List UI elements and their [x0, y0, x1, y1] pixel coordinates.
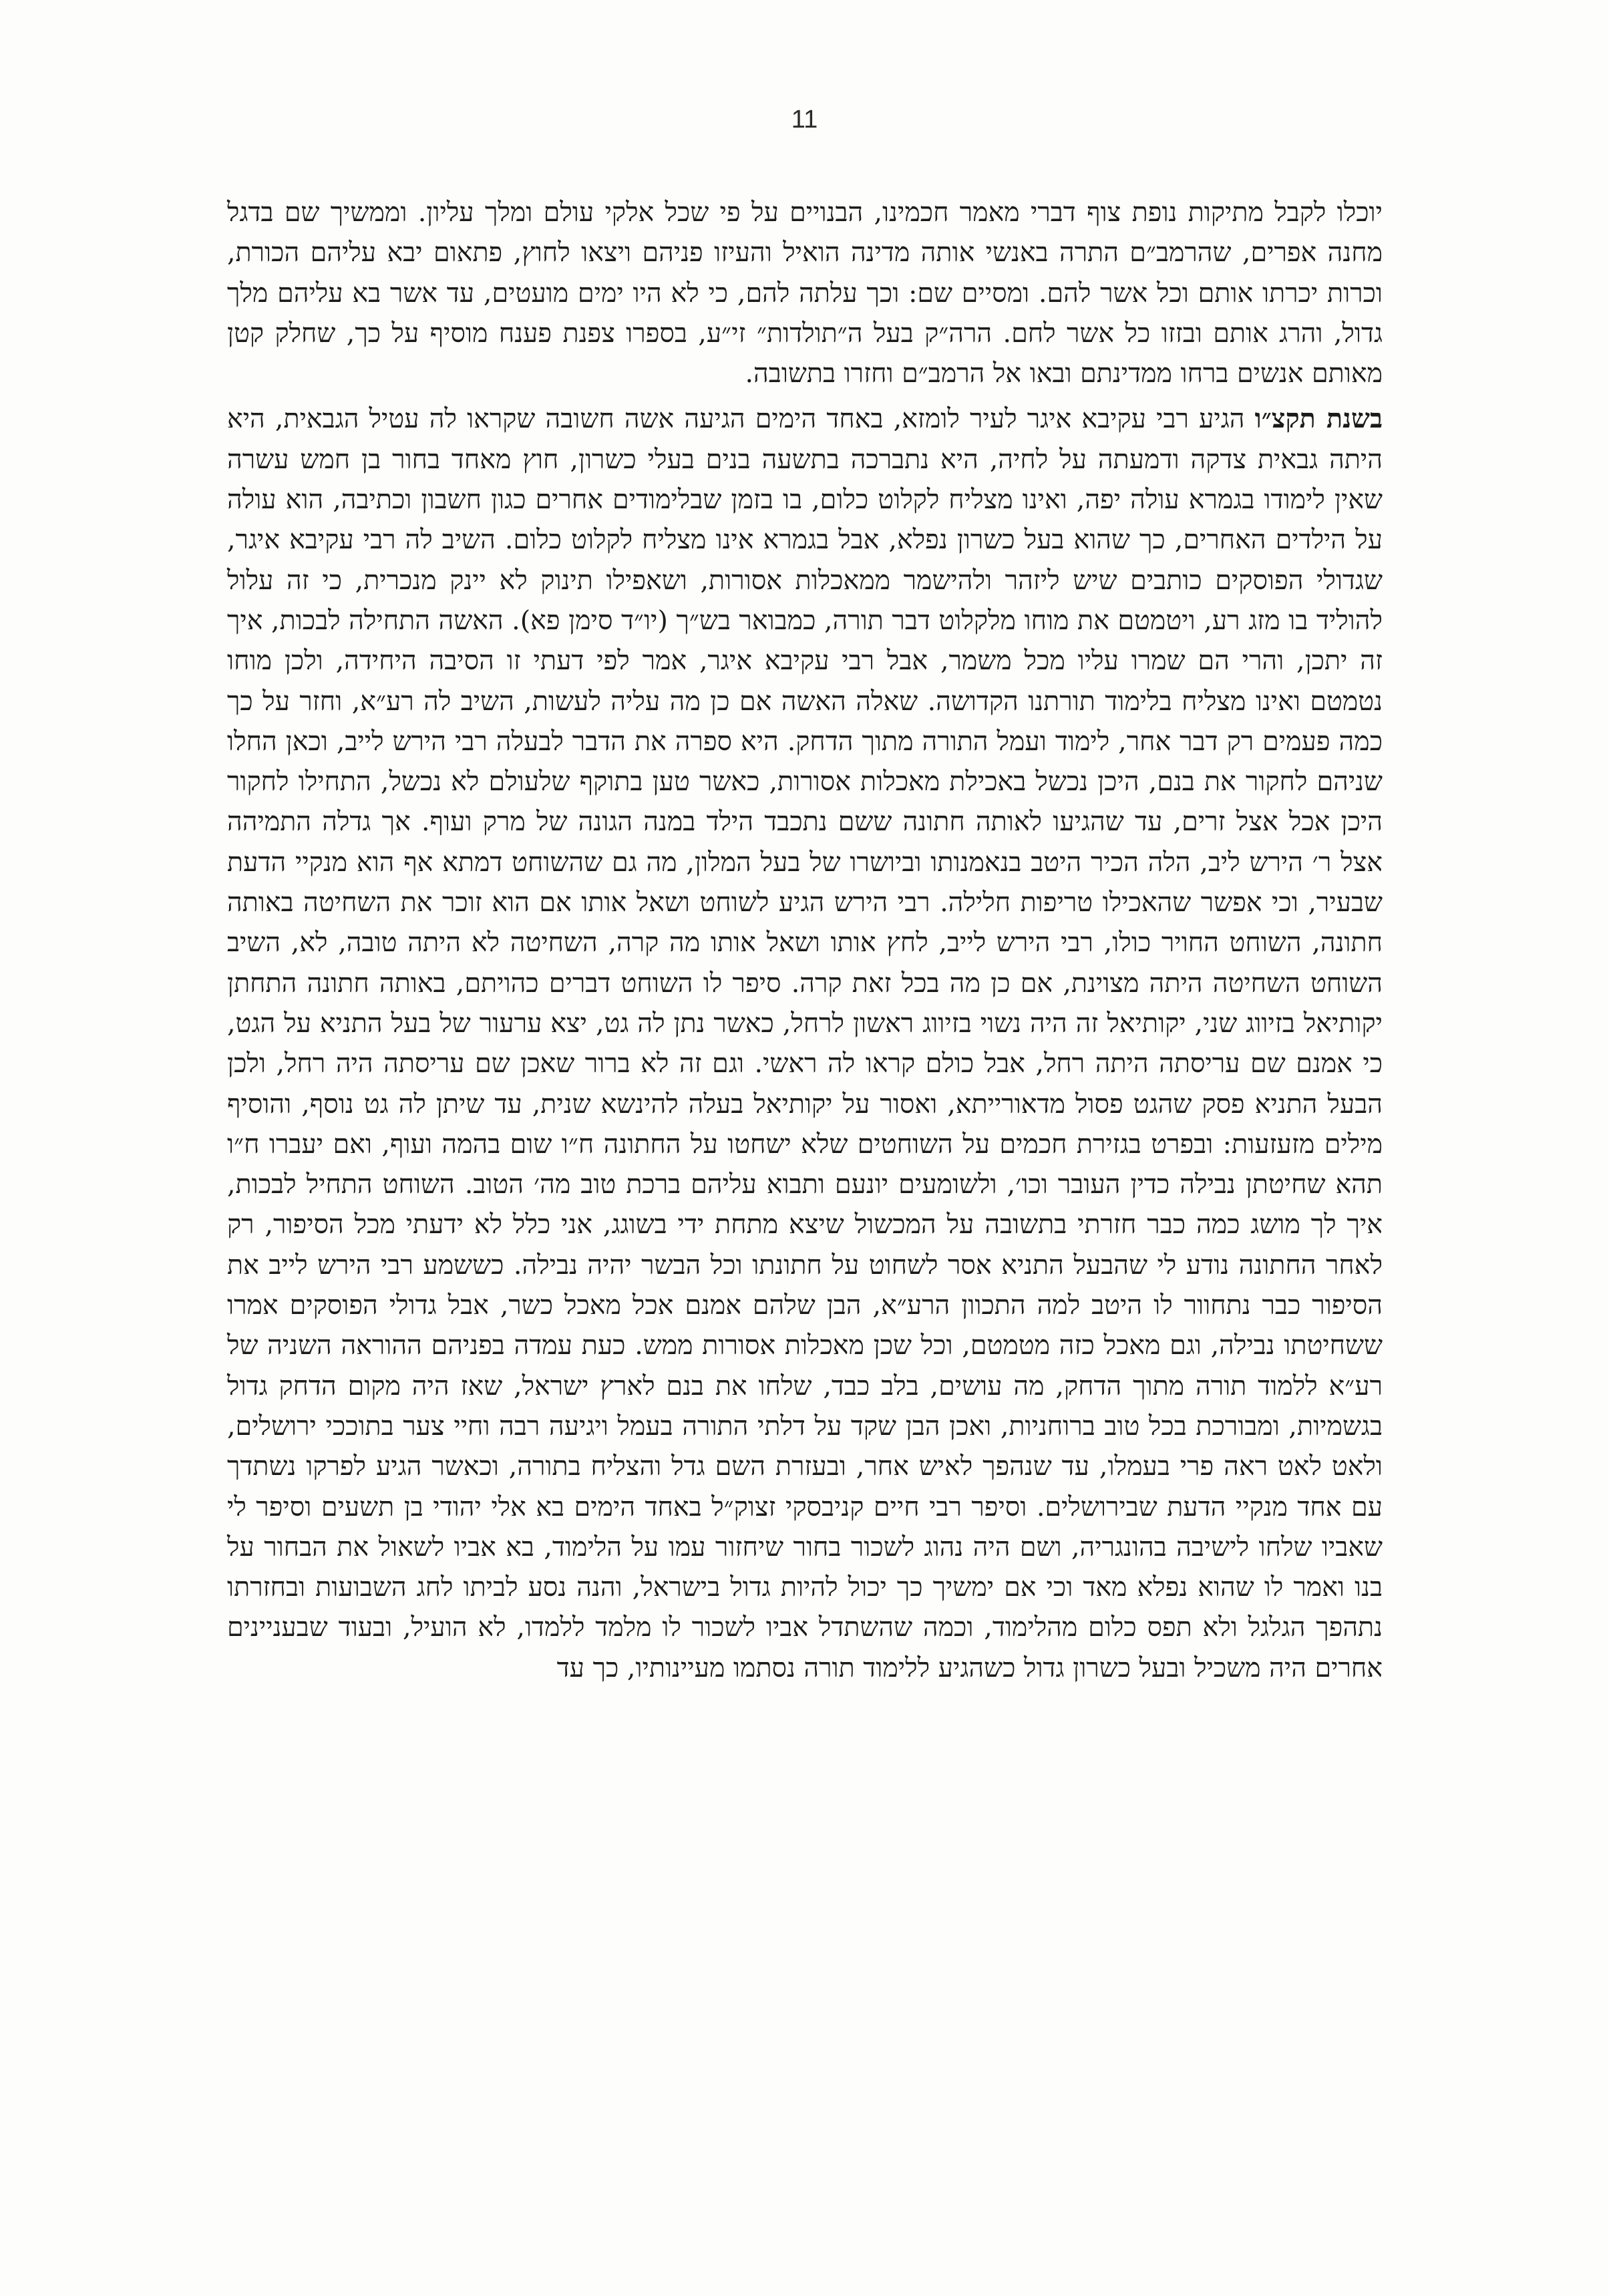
page-number: 11 [791, 106, 818, 134]
paragraph-lead: בשנת תקצ״ו [1254, 403, 1383, 435]
paragraph-text: הגיע רבי עקיבא איגר לעיר לומזא, באחד הימים הגיעה אשה חשובה שקראו לה עטיל הגבאית, היא היתה גבאית צדקה ודמעתה על לחיה, היא נתברכה בתשעה בנים בעלי כשרון, חוץ מאחד בחור בן חמש עשרה שאין לימודו בגמרא עולה יפה, ואינו מצליח לקלוט כלום, בו בזמן שבלימודים אחרים כגון חשבון וכתיבה, הוא עולה על הילדים האחרים, כך שהוא בעל כשרון נפלא, אבל בגמרא אינו מצליח לקלוט כלום. השיב לה רבי עקיבא איגר, שגדולי הפוסקים כותבים שיש ליזהר ולהישמר ממאכלות אסורות, ושאפילו תינוק לא יינק מנכרית, כי זה עלול להוליד בו מזג רע, ויטמטם את מוחו מלקלוט דבר תורה, כמבואר בש״ך (יו״ד סימן פא). האשה התחילה לבכות, איך זה יתכן, והרי הם שמרו עליו מכל משמר, אבל רבי עקיבא איגר, אמר לפי דעתי זו הסיבה היחידה, ולכן מוחו נטמטם ואינו מצליח בלימוד תורתנו הקדושה. שאלה האשה אם כן מה עליה לעשות, השיב לה רע״א, וחזר על כך כמה פעמים רק דבר אחר, לימוד ועמל התורה מתוך הדחק. היא ספרה את הדבר לבעלה רבי הירש לייב, וכאן החלו שניהם לחקור את בנם, היכן נכשל באכילת מאכלות אסורות, כאשר טען בתוקף שלעולם לא נכשל, התחילו לחקור היכן אכל אצל זרים, עד שהגיעו לאותה חתונה ששם נתכבד הילד במנה הגונה של מרק ועוף. אך גדלה התמיהה אצל ר׳ הירש ליב, הלה הכיר היטב בנאמנותו וביושרו של בעל המלון, מה גם שהשוחט דמתא אף הוא מנקיי הדעת שבעיר, וכי אפשר שהאכילו טריפות חלילה. רבי הירש הגיע לשוחט ושאל אותו אם הוא זוכר את השחיטה באותה חתונה, השוחט החויר כולו, רבי הירש לייב, לחץ אותו ושאל אותו מה קרה, השחיטה לא היתה טובה, לא, השיב השוחט השחיטה היתה מצוינת, אם כן מה בכל זאת קרה. סיפר לו השוחט דברים כהויתם, באותה חתונה התחתן יקותיאל בזיווג שני, יקותיאל זה היה נשוי בזיווג ראשון לרחל, כאשר נתן לה גט, יצא ערעור של בעל התניא על הגט, כי אמנם שם עריסתה היתה רחל, אבל כולם קראו לה ראשי. וגם זה לא ברור שאכן שם עריסתה היה רחל, ולכן הבעל התניא פסק שהגט פסול מדאורייתא, ואסור על יקותיאל בעלה להינשא שנית, עד שיתן לה גט נוסף, והוסיף מילים מזעזעות: ובפרט בגזירת חכמים על השוחטים שלא ישחטו על החתונה ח״ו שום בהמה ועוף, ואם יעברו ח״ו תהא שחיטתן נבילה כדין העובר וכו׳, ולשומעים יונעם ותבוא עליהם ברכת טוב מה׳ הטוב. השוחט התחיל לבכות, איך לך מושג כמה כבר חזרתי בתשובה על המכשול שיצא מתחת ידי בשוגג, אני כלל לא ידעתי מכל הסיפור, רק לאחר החתונה נודע לי שהבעל התניא אסר לשחוט על חתונתו וכל הבשר יהיה נבילה. כששמע רבי הירש לייב את הסיפור כבר נתחוור לו היטב למה התכוון הרע״א, הבן שלהם אמנם אכל מאכל כשר, אבל גדולי הפוסקים אמרו ששחיטתו נבילה, וגם מאכל כזה מטמטם, וכל שכן מאכלות אסורות ממש. כעת עמדה בפניהם ההוראה השניה של רע״א ללמוד תורה מתוך הדחק, מה עושים, בלב כבד, שלחו את בנם לארץ ישראל, שאז היה מקום הדחק גדול בגשמיות, ומבורכת בכל טוב ברוחניות, ואכן הבן שקד על דלתי התורה בעמל ויגיעה רבה וחיי צער בתוככי ירושלים, ולאט לאט ראה פרי בעמלו, עד שנהפך לאיש אחר, ובעזרת השם גדל והצליח בתורה, וכאשר הגיע לפרקו נשתדך עם אחד מנקיי הדעת שבירושלים. וסיפר רבי חיים קניבסקי זצוק״ל באחד הימים בא אלי יהודי בן תשעים וסיפר לי שאביו שלחו לישיבה בהונגריה, ושם היה נהוג לשכור בחור שיחזור עמו על הלימוד, בא אביו לשאול את הבחור על בנו ואמר לו שהוא נפלא מאד וכי אם ימשיך כך יכול להיות גדול בישראל, והנה נסע לביתו לחג השבועות ובחזרתו נתהפך הגלגל ולא תפס כלום מהלימוד, וכמה שהשתדל אביו לשכור לו מלמד ללמדו, לא הועיל, ובעוד שבעניינים אחרים היה משכיל ובעל כשרון גדול כשהגיע ללימוד תורה נסתמו מעיינותיו, כך עד [227, 403, 1383, 1683]
body-text [227, 192, 1383, 1688]
paragraph-text: יוכלו לקבל מתיקות נופת צוף דברי מאמר חכמינו, הבנויים על פי שכל אלקי עולם ומלך עליון. וממשיך שם בדגל מחנה אפרים, שהרמב״ם התרה באנשי אותה מדינה הואיל והעיזו פניהם ויצאו לחוץ, פתאום יבא עליהם הכורת, וכרות יכרתו אותם וכל אשר להם. ומסיים שם: וכך עלתה להם, כי לא היו ימים מועטים, עד אשר בא עליהם מלך גדול, והרג אותם ובזזו כל אשר לחם. הרה״ק בעל ה״תולדות״ זי״ע, בספרו צפנת פענח מוסיף על כך, שחלק קטן מאותם אנשים ברחו ממדינתם ובאו אל הרמב״ם וחזרו בתשובה. [227, 197, 1383, 389]
paragraph-2 [227, 399, 1383, 1688]
paragraph-1 [227, 192, 1383, 393]
